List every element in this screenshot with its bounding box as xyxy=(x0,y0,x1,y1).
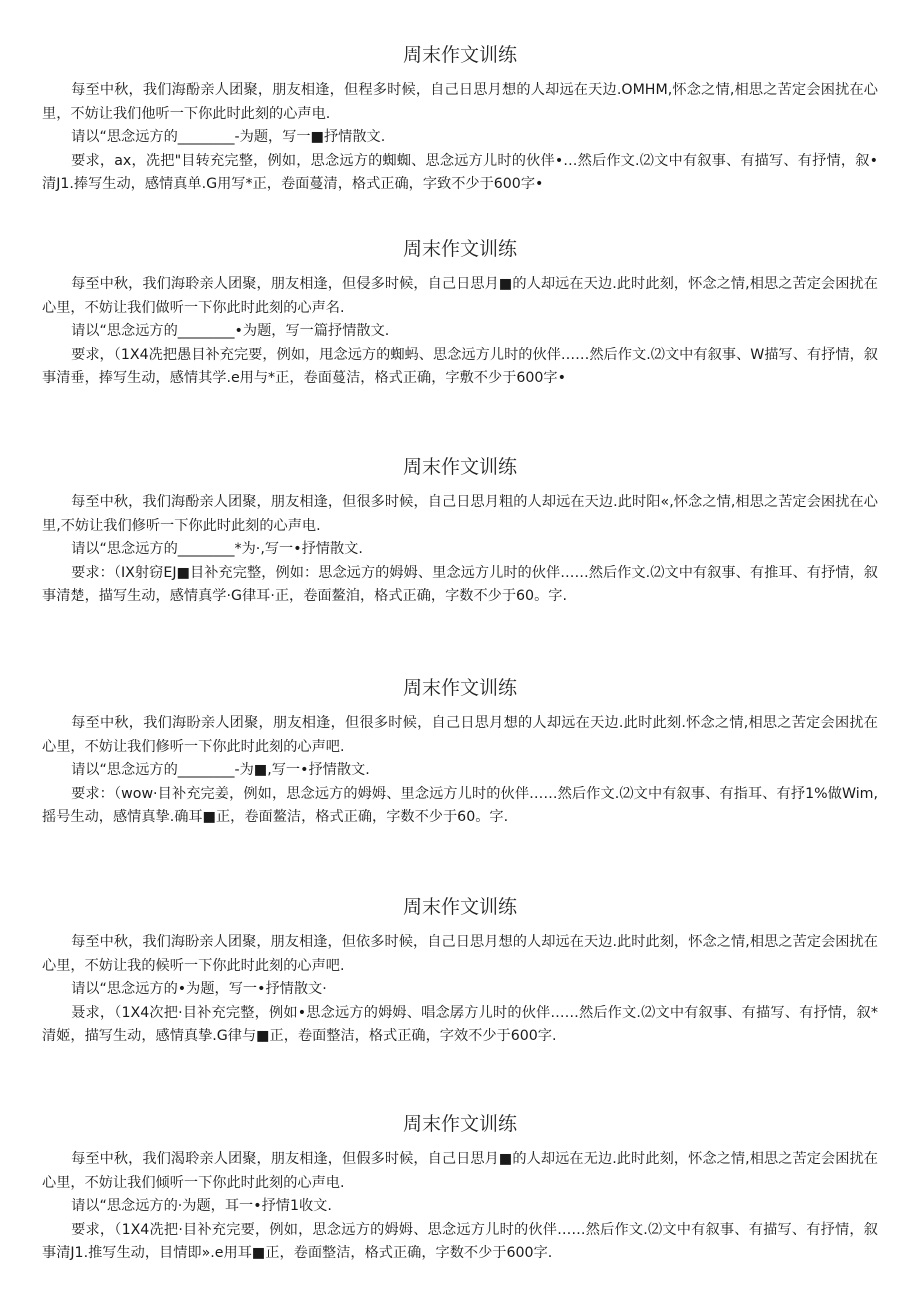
section-title: 周末作文训练 xyxy=(402,238,517,260)
exercise-section-2 xyxy=(42,237,878,391)
prompt-paragraph: 请以“思念远方的•为题，写一•抒情散文· xyxy=(71,981,327,997)
prompt-paragraph: 请以“思念远方的________-为■,写一•抒情散文. xyxy=(71,762,370,778)
intro-paragraph: 每至中秋，我们海酚亲人团聚，朋友相逢，但程多时候，自己日思月想的人却远在天边.OMHM,怀念之情,相思之苦定会困扰在心里，不妨让我们他听一下你此时此刻的心声电. xyxy=(42,82,878,122)
requirements-paragraph: 要求，（1X4冼把·目补充完要，例如，思念远方的姆姆、思念远方儿时的伙伴……然后作文.⑵文中有叙事、有描写、有抒情，叙事清J1.推写生动，目情即».e用耳■正，卷面整洁，格式正确，字数不少于600字. xyxy=(42,1221,878,1261)
intro-paragraph: 每至中秋，我们海聆亲人团聚，朋友相逢，但侵多时候，自己日思月■的人却远在天边.此时此刻，怀念之情,相思之苦定会困扰在心里，不妨让我们做听一下你此时此刻的心声名. xyxy=(42,276,878,316)
exercise-section-1 xyxy=(42,43,878,197)
requirements-paragraph: 要求，ax，冼把"目转充完整，例如，思念远方的蜘蜘、思念远方儿时的伙伴•…然后作文.⑵文中有叙事、有描写、有抒情，叙•清J1.捧写生动，感情真单.G用写*正，卷面蔓清，格式正确，字致不少于600字• xyxy=(42,152,878,192)
requirements-paragraph: 要求：（IX射窃EJ■目补充完整，例如：思念远方的姆姆、里念远方儿时的伙伴……然后作文.⑵文中有叙事、有推耳、有抒情，叙事清楚，描写生动，感情真学·G律耳·正，卷面鳌洎，格式正确，字数不少于60。字. xyxy=(42,564,878,604)
prompt-paragraph: 请以“思念远方的________•为题，写一篇抒情散文. xyxy=(71,323,390,339)
section-title: 周末作文训练 xyxy=(402,896,517,918)
intro-paragraph: 每至中秋，我们海盼亲人团聚，朋友相逢，但依多时候，自己日思月想的人却远在天边.此时此刻，怀念之情,相思之苦定会困扰在心里，不妨让我的候听一下你此时此刻的心声吧. xyxy=(42,934,878,974)
exercise-section-6 xyxy=(42,1112,878,1266)
intro-paragraph: 每至中秋，我们海酚亲人团聚，朋友相逢，但很多时候，自己日思月粗的人却远在天边.此时阳«,怀念之情,相思之苦定会困扰在心里,不妨让我们修听一下你此时此刻的心声电. xyxy=(42,494,878,534)
requirements-paragraph: 要求，（1X4冼把愚目补充完要，例如，甩念远方的蜘蚂、思念远方儿时的伙伴……然后作文.⑵文中有叙事、W描写、有抒情，叙事清垂，捧写生动，感情其学.e用与*正，卷面蔓洁，格式正确，字敷不少于600字• xyxy=(42,346,878,386)
requirements-paragraph: 聂求，（1X4次把·目补充完整，例如•思念远方的姆姆、唱念孱方儿时的伙伴……然后作文.⑵文中有叙事、有描写、有抒情，叙*清姬，描写生动，感情真挚.G律与■正，卷面整洁，格式正确，字效不少于600字. xyxy=(42,1004,878,1044)
exercise-section-5 xyxy=(42,895,878,1049)
section-title: 周末作文训练 xyxy=(402,44,517,66)
prompt-paragraph: 请以“思念远方的·为题，耳一•抒情1收文. xyxy=(71,1198,332,1214)
section-title: 周末作文训练 xyxy=(402,1113,517,1135)
exercise-section-3 xyxy=(42,455,878,609)
exercise-section-4 xyxy=(42,676,878,830)
requirements-paragraph: 要求：（wow·目补充完姜，例如，思念远方的姆姆、里念远方儿时的伙伴……然后作文.⑵文中有叙事、有指耳、有抒1%做Wim,摇号生动，感情真挚.确耳■正，卷面鳌洁，格式正确，字数不少于60。字. xyxy=(42,785,878,825)
prompt-paragraph: 请以“思念远方的________*为·,写一•抒情散文. xyxy=(71,541,363,557)
intro-paragraph: 每至中秋，我们渴聆亲人团聚，朋友相逢，但假多时候，自己日思月■的人却远在无边.此时此刻，怀念之情,相思之苦定会困扰在心里，不妨让我们倾听一下你此时此刻的心声电. xyxy=(42,1151,878,1191)
intro-paragraph: 每至中秋，我们海盼亲人团聚，朋友相逢，但很多时候，自己日思月想的人却远在天边.此时此刻.怀念之情,相思之苦定会困扰在心里，不妨让我们修听一下你此时此刻的心声吧. xyxy=(42,715,878,755)
prompt-paragraph: 请以“思念远方的________-为题，写一■抒情散文. xyxy=(71,129,386,145)
section-title: 周末作文训练 xyxy=(402,677,517,699)
section-title: 周末作文训练 xyxy=(402,456,517,478)
